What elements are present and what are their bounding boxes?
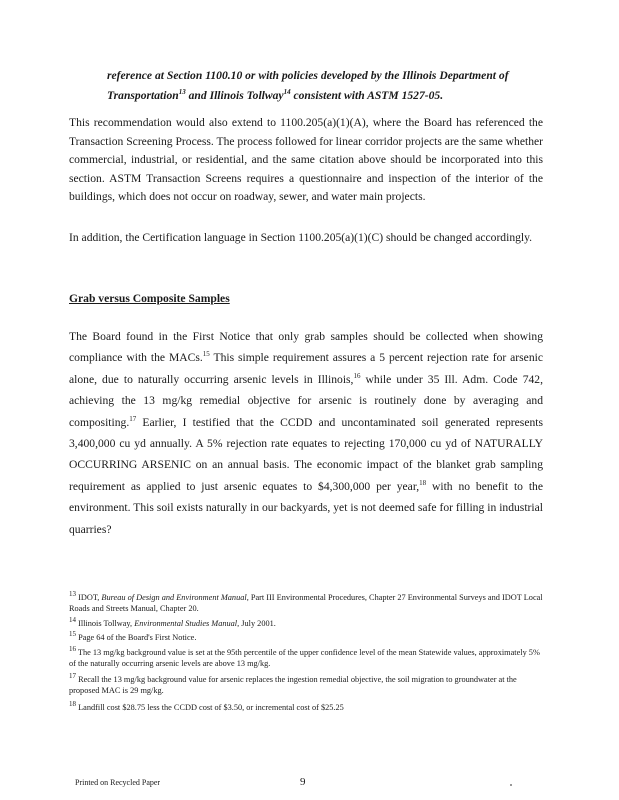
scan-speck (510, 784, 512, 786)
footnote-15: $^{15}$ Page 64 of the Board's First Notice. (69, 630, 197, 642)
footnote-14: $^{14}$ Illinois Tollway, Environmental Studies Manual, July 2001. (69, 616, 276, 628)
paragraph-grab-samples: The Board found in the First Notice that only grab samples should be collected when showing compliance with the MACs.$^{15}$ This simple requirement assures a 5 percent rejection rate for arsenic alone, due to naturally occurring arsenic levels in Illinois,$^{16}$ while under 35 Ill. Adm. Code 742, achieving the 13 mg/kg remedial objective for arsenic is routinely done by averaging and compositing.$^{17}$ Earlier, I testified that the CCDD and uncontaminated soil generated represents 3,400,000 cu yd annually. A 5% rejection rate equates to rejecting 170,000 cu yd of NATURALLY OCCURRING ARSENIC on an annual basis. The economic impact of the blanket grab sampling requirement as applied to just arsenic equates to $4,300,000 per year,$^{18}$ with no benefit to the environment. This soil exists naturally in our backyards, yet is not deemed safe for filling in industrial quarries? (69, 330, 544, 536)
footnote-16: $^{16}$ The 13 mg/kg background value is set at the 95th percentile of the upper confidence level of the mean Statewide values, approximately 5% of the naturally occurring arsenic levels are above 13 mg/kg. (69, 645, 540, 668)
footnote-ref-14: 14 (283, 87, 291, 96)
footnote-ref-18: 18 (419, 478, 427, 487)
footnote-ref-16: 16 (353, 371, 361, 380)
quoted-recommendation (107, 66, 547, 105)
paragraph-certification: In addition, the Certification language in Section 1100.205(a)(1)(C) should be changed accordingly. (69, 231, 533, 244)
footnote-17: $^{17}$ Recall the 13 mg/kg background value for arsenic replaces the ingestion remedial objective, the soil migration to groundwater at the proposed MAC is 29 mg/kg. (69, 672, 517, 695)
paragraph-transaction-screening: This recommendation would also extend to 1100.205(a)(1)(A), where the Board has referenced the Transaction Screening Process. The process followed for linear corridor projects are the same whether commercial, industrial, or residential, and the same citation above should be incorporated into this section. ASTM Transaction Screens requires a questionnaire and inspection of the interior of the buildings, which does not occur on roadway, sewer, and water main projects. (69, 116, 543, 203)
quote-line-1: reference at Section 1100.10 or with policies developed by the Illinois Department of (107, 69, 509, 82)
quote-line-2: Transportation$^{13}$ and Illinois Tollway$^{14}$ consistent with ASTM 1527-05. (107, 87, 444, 102)
footnote-ref-17: 17 (129, 414, 137, 423)
footnote-ref-13: 13 (178, 87, 186, 96)
footnote-18: $^{18}$ Landfill cost $28.75 less the CCDD cost of $3.50, or incremental cost of $25.25 (69, 700, 344, 712)
section-heading: Grab versus Composite Samples (69, 292, 230, 305)
footnote-13: $^{13}$ IDOT, Bureau of Design and Environment Manual, Part III Environmental Procedures, Chapter 27 Environmental Surveys and IDOT Local Roads and Streets Manual, Chapter 20. (69, 590, 543, 613)
footer-recycled-paper: Printed on Recycled Paper (75, 778, 161, 787)
page-number: 9 (300, 776, 306, 788)
footnote-ref-15: 15 (202, 350, 210, 359)
